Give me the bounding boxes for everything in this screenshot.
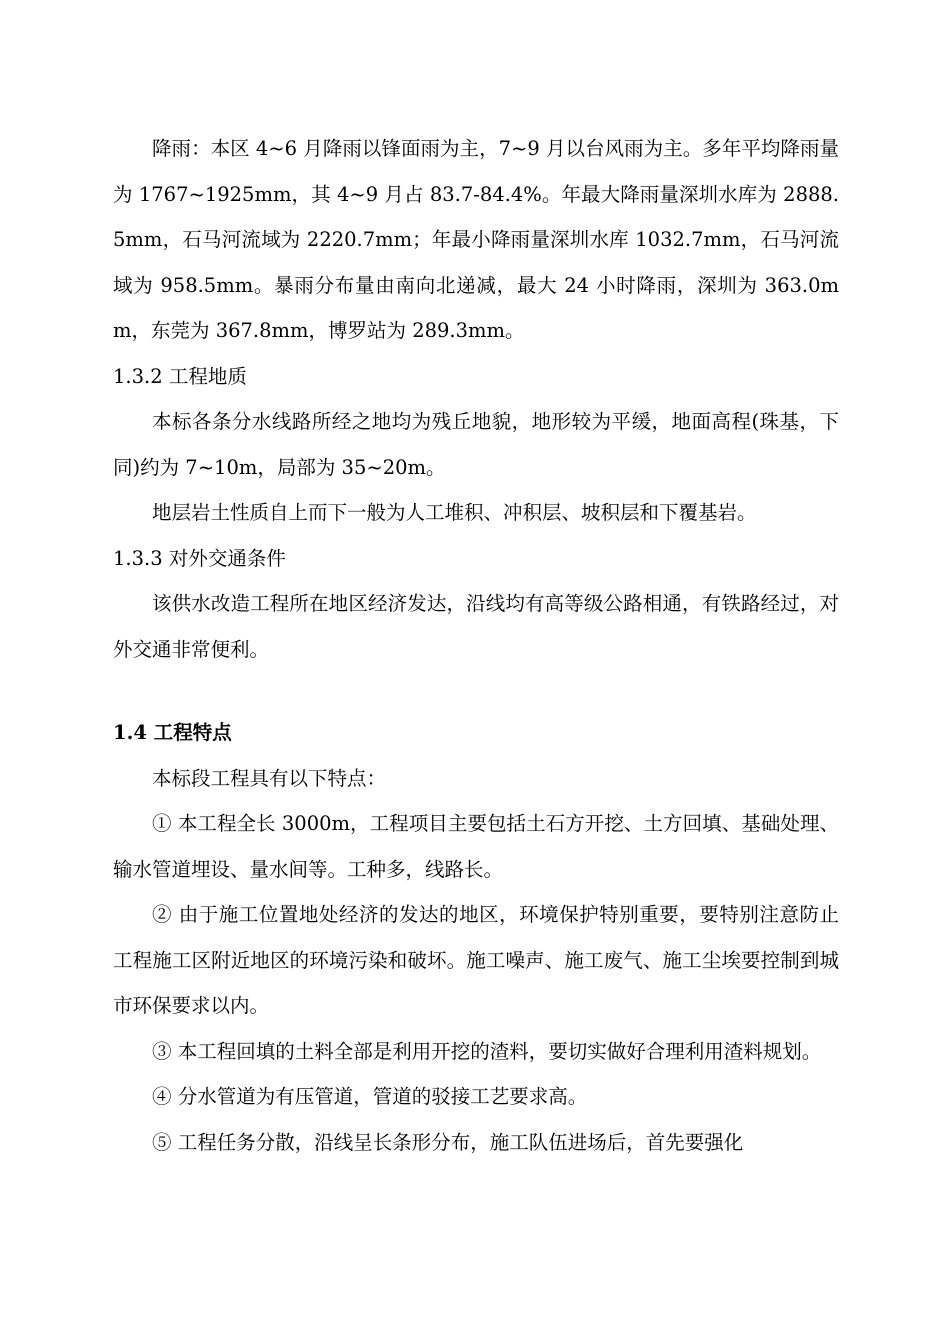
feature-item-5: ⑤ 工程任务分散，沿线呈长条形分布，施工队伍进场后，首先要强化 <box>152 1130 744 1154</box>
paragraph-traffic: 该供水改造工程所在地区经济发达，沿线均有高等级公路相通，有铁路经过，对外交通非常便利。 <box>113 592 839 661</box>
section-spacer <box>113 672 839 710</box>
document-page <box>113 126 839 1165</box>
paragraph-strata: 地层岩土性质自上而下一般为人工堆积、冲积层、坡积层和下覆基岩。 <box>152 501 757 524</box>
heading-engineering-geology: 1.3.2 工程地质 <box>113 364 247 388</box>
feature-item-4: ④ 分水管道为有压管道，管道的驳接工艺要求高。 <box>152 1085 588 1108</box>
paragraph-features-intro: 本标段工程具有以下特点： <box>152 766 387 790</box>
section-title-project-features: 1.4 工程特点 <box>113 721 232 744</box>
feature-item-1: ① 本工程全长 3000m，工程项目主要包括土石方开挖、土方回填、基础处理、输水管道埋设、量水间等。工种多，线路长。 <box>113 812 839 881</box>
paragraph-rainfall: 降雨：本区 4~6 月降雨以锋面雨为主，7~9 月以台风雨为主。多年平均降雨量为 1767~1925mm，其 4~9 月占 83.7-84.4%。年最大降雨量深圳水库为 2888.5mm，石马河流域为 2220.7mm；年最小降雨量深圳水库 1032.7mm，石马河流域为 958.5mm。暴雨分布量由南向北递减，最大 24 小时降雨，深圳为 363.0mm，东莞为 367.8mm，博罗站为 289.3mm。 <box>113 137 839 342</box>
heading-external-traffic: 1.3.3 对外交通条件 <box>113 546 286 570</box>
paragraph-terrain: 本标各条分水线路所经之地均为残丘地貌，地形较为平缓，地面高程(珠基，下同)约为 7~10m，局部为 35~20m。 <box>113 410 839 479</box>
feature-item-2: ② 由于施工位置地处经济的发达的地区，环境保护特别重要，要特别注意防止工程施工区附近地区的环境污染和破坏。施工噪声、施工废气、施工尘埃要控制到城市环保要求以内。 <box>113 903 839 1017</box>
feature-item-3: ③ 本工程回填的土料全部是利用开挖的渣料，要切实做好合理利用渣料规划。 <box>152 1039 822 1063</box>
